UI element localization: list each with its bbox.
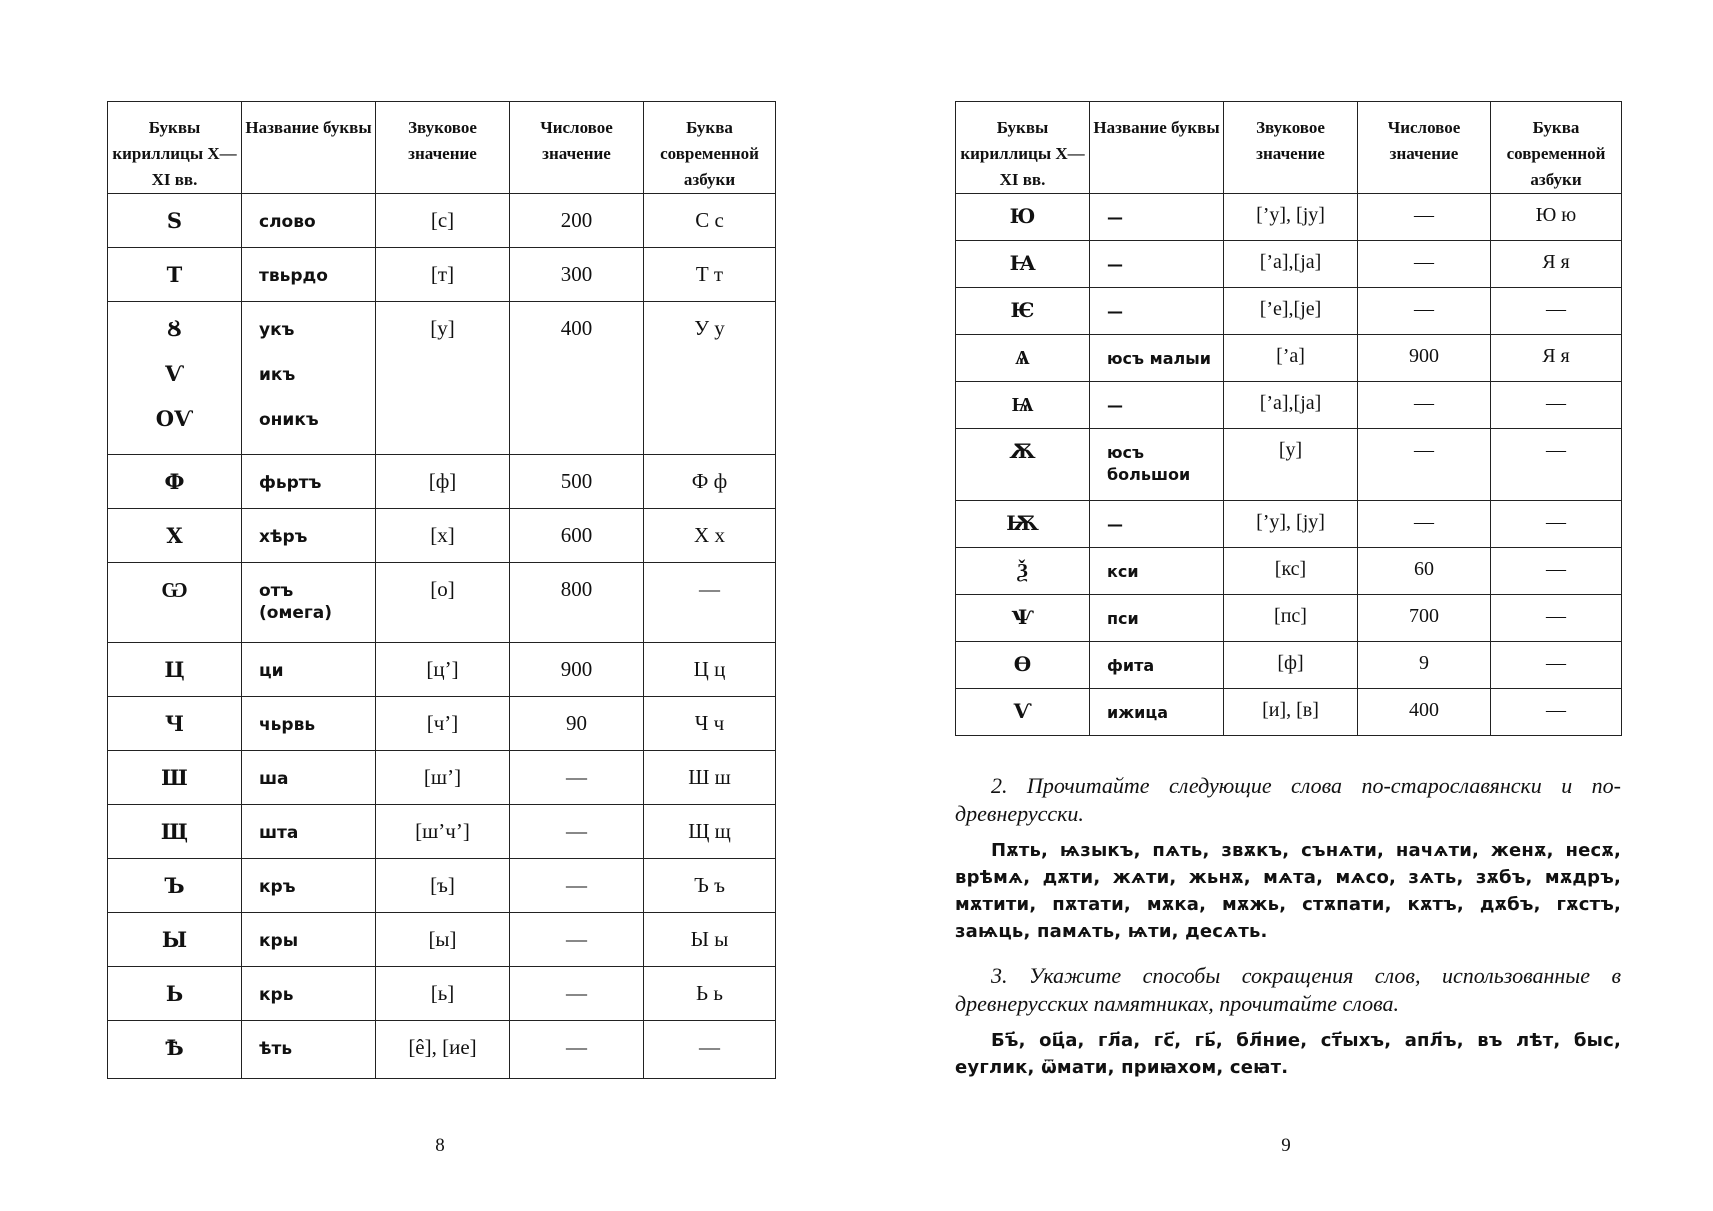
- number-cell: 500: [510, 455, 644, 509]
- table-row: [108, 805, 776, 859]
- glyph-cell: Ѥ: [956, 288, 1090, 335]
- name-cell: юсъ малыи: [1090, 335, 1224, 382]
- table-row: [108, 967, 776, 1021]
- sound-cell: [’а],[ја]: [1224, 382, 1358, 429]
- name-cell: —: [1090, 382, 1224, 429]
- header-modern-letter: Буква современной азбуки: [644, 102, 776, 194]
- modern-cell: Х х: [644, 509, 776, 563]
- name-cell: пси: [1090, 595, 1224, 642]
- header-numeric-value: Числовое значение: [510, 102, 644, 194]
- glyph-cell: Ѯ: [956, 548, 1090, 595]
- header-letter-name: Название буквы: [1090, 102, 1224, 194]
- glyph-cell: [108, 302, 242, 455]
- table-row: [108, 1021, 776, 1079]
- glyph-onik: ОѴ: [155, 406, 194, 431]
- number-cell: —: [510, 1021, 644, 1079]
- name-cell: ижица: [1090, 689, 1224, 736]
- modern-cell: Щ щ: [644, 805, 776, 859]
- glyph-izhitsa: Ѵ: [164, 361, 185, 386]
- glyph-cell: Ш: [108, 751, 242, 805]
- glyph-cell: Ѣ: [108, 1021, 242, 1079]
- page-number: 9: [1281, 1135, 1291, 1156]
- name-cell: [242, 563, 376, 643]
- name-ot: отъ: [259, 581, 294, 601]
- glyph-cell: Ы: [108, 913, 242, 967]
- modern-cell: С с: [644, 194, 776, 248]
- number-cell: 9: [1358, 642, 1491, 689]
- sound-cell: [ц’]: [376, 643, 510, 697]
- sound-cell: [’а],[ја]: [1224, 241, 1358, 288]
- number-cell: —: [510, 913, 644, 967]
- table-row: [956, 382, 1622, 429]
- number-cell: —: [1358, 194, 1491, 241]
- number-cell: —: [1358, 429, 1491, 501]
- modern-cell: —: [1491, 382, 1622, 429]
- modern-cell: Ш ш: [644, 751, 776, 805]
- name-uk: укъ: [259, 320, 295, 340]
- modern-cell: —: [1491, 689, 1622, 736]
- header-letter-name: Название буквы: [242, 102, 376, 194]
- glyph-cell: Ѡ: [108, 563, 242, 643]
- modern-cell: Ъ ъ: [644, 859, 776, 913]
- header-numeric-value: Числовое значение: [1358, 102, 1491, 194]
- sound-cell: [о]: [376, 563, 510, 643]
- name-cell: твьрдо: [242, 248, 376, 302]
- name-cell: ци: [242, 643, 376, 697]
- glyph-cell: Х: [108, 509, 242, 563]
- sound-cell: [ъ]: [376, 859, 510, 913]
- sound-cell: [ê], [ие]: [376, 1021, 510, 1079]
- modern-cell: —: [644, 1021, 776, 1079]
- modern-cell: Ю ю: [1491, 194, 1622, 241]
- table-row: [108, 643, 776, 697]
- glyph-cell: Ѳ: [956, 642, 1090, 689]
- name-ik: икъ: [259, 365, 296, 385]
- modern-cell: —: [1491, 642, 1622, 689]
- sound-cell: [ф]: [1224, 642, 1358, 689]
- modern-cell: Я я: [1491, 335, 1622, 382]
- table-header-row: [956, 102, 1622, 194]
- number-cell: 800: [510, 563, 644, 643]
- number-cell: 700: [1358, 595, 1491, 642]
- exercise-3-words: Бъ҃, оц҃а, гл҃а, гс҃, гь҃, бл҃ние, ст҃ыхъ, апл҃ъ, въ лѣт, быс, еуглик, ѿмати, приꙗхом, сеꙗт.: [955, 1030, 1621, 1078]
- name-cell: [1090, 429, 1224, 501]
- glyph-cell: Ѭ: [956, 501, 1090, 548]
- number-cell: 900: [510, 643, 644, 697]
- name-cell: кръ: [242, 859, 376, 913]
- name-cell: фита: [1090, 642, 1224, 689]
- modern-cell: —: [1491, 548, 1622, 595]
- sound-cell: [ш’]: [376, 751, 510, 805]
- table-row: [108, 859, 776, 913]
- modern-cell: Ц ц: [644, 643, 776, 697]
- exercise-3-task: 3. Укажите способы сокращения слов, использованные в древнерусских памятниках, прочитайте слова.: [955, 963, 1621, 1016]
- number-cell: 300: [510, 248, 644, 302]
- sound-cell: [пс]: [1224, 595, 1358, 642]
- name-cell: кры: [242, 913, 376, 967]
- glyph-cell: Щ: [108, 805, 242, 859]
- table-row: [108, 302, 776, 455]
- glyph-cell: Т: [108, 248, 242, 302]
- sound-cell: [ч’]: [376, 697, 510, 751]
- name-cell: фьртъ: [242, 455, 376, 509]
- number-cell: 60: [1358, 548, 1491, 595]
- name-yus: юсъ: [1107, 443, 1145, 462]
- number-cell: 600: [510, 509, 644, 563]
- number-cell: 900: [1358, 335, 1491, 382]
- table-row: [956, 194, 1622, 241]
- name-cell: —: [1090, 194, 1224, 241]
- number-cell: —: [510, 967, 644, 1021]
- name-cell: —: [1090, 241, 1224, 288]
- sound-cell: [ь]: [376, 967, 510, 1021]
- table-row: [956, 689, 1622, 736]
- glyph-cell: Ѵ: [956, 689, 1090, 736]
- modern-cell: —: [1491, 501, 1622, 548]
- modern-cell: —: [1491, 288, 1622, 335]
- table-row: [956, 642, 1622, 689]
- name-cell: чьрвь: [242, 697, 376, 751]
- table-row: [108, 697, 776, 751]
- glyph-cell: Ѩ: [956, 382, 1090, 429]
- table-row: [956, 595, 1622, 642]
- sound-cell: [’у], [ју]: [1224, 194, 1358, 241]
- number-cell: 400: [510, 302, 644, 455]
- modern-cell: —: [1491, 429, 1622, 501]
- name-cell: слово: [242, 194, 376, 248]
- table-row: [108, 913, 776, 967]
- alphabet-table-right: [955, 101, 1622, 736]
- page-number: 8: [435, 1135, 445, 1156]
- modern-cell: —: [644, 563, 776, 643]
- sound-cell: [’е],[је]: [1224, 288, 1358, 335]
- glyph-cell: Ф: [108, 455, 242, 509]
- glyph-cell: Ь: [108, 967, 242, 1021]
- sound-cell: [т]: [376, 248, 510, 302]
- sound-cell: [и], [в]: [1224, 689, 1358, 736]
- header-modern-letter: Буква современной азбуки: [1491, 102, 1622, 194]
- number-cell: —: [1358, 501, 1491, 548]
- name-cell: ѣть: [242, 1021, 376, 1079]
- header-cyrillic-letters: Буквы кириллицы X—XI вв.: [108, 102, 242, 194]
- modern-cell: Т т: [644, 248, 776, 302]
- number-cell: —: [510, 751, 644, 805]
- sound-cell: [у]: [1224, 429, 1358, 501]
- number-cell: —: [1358, 382, 1491, 429]
- glyph-cell: Ꙗ: [956, 241, 1090, 288]
- sound-cell: [кс]: [1224, 548, 1358, 595]
- table-row: [956, 241, 1622, 288]
- sound-cell: [ы]: [376, 913, 510, 967]
- table-row: [108, 751, 776, 805]
- modern-cell: —: [1491, 595, 1622, 642]
- number-cell: —: [510, 859, 644, 913]
- table-row: [108, 455, 776, 509]
- number-cell: —: [510, 805, 644, 859]
- table-header-row: [108, 102, 776, 194]
- exercise-2: [955, 772, 1621, 945]
- name-cell: [242, 302, 376, 455]
- modern-cell: Ы ы: [644, 913, 776, 967]
- modern-cell: Ь ь: [644, 967, 776, 1021]
- number-cell: —: [1358, 288, 1491, 335]
- sound-cell: [ш’ч’]: [376, 805, 510, 859]
- name-cell: хѣръ: [242, 509, 376, 563]
- name-cell: крь: [242, 967, 376, 1021]
- name-cell: кси: [1090, 548, 1224, 595]
- number-cell: —: [1358, 241, 1491, 288]
- exercise-2-words: Пѫть, ѩзыкъ, пѧть, звѫкъ, сънѧти, начѧти, женѫ, несѫ, врѣмѧ, дѫти, жѧти, жьнѫ, мѧта, мѧсо, зѧть, зѫбъ, мѫдръ, мѫтити, пѫтати, мѫка, мѫжь, стѫпати, кѫтъ, дѫбъ, гѫстъ, заѩць, памѧть, ѩти, десѧть.: [955, 840, 1621, 942]
- table-row: [108, 248, 776, 302]
- modern-cell: У у: [644, 302, 776, 455]
- table-row: [956, 288, 1622, 335]
- name-bolshoi: большои: [1107, 465, 1191, 484]
- table-row: [956, 548, 1622, 595]
- name-omega: (омега): [259, 603, 332, 623]
- number-cell: 90: [510, 697, 644, 751]
- header-sound-value: Звуковое значение: [1224, 102, 1358, 194]
- glyph-cell: Ц: [108, 643, 242, 697]
- name-cell: —: [1090, 288, 1224, 335]
- exercise-3: [955, 962, 1621, 1081]
- sound-cell: [ф]: [376, 455, 510, 509]
- modern-cell: Ф ф: [644, 455, 776, 509]
- table-row: [956, 501, 1622, 548]
- sound-cell: [’у], [ју]: [1224, 501, 1358, 548]
- sound-cell: [с]: [376, 194, 510, 248]
- table-row: [956, 335, 1622, 382]
- glyph-cell: Ч: [108, 697, 242, 751]
- modern-cell: Ч ч: [644, 697, 776, 751]
- glyph-cell: Ю: [956, 194, 1090, 241]
- name-cell: —: [1090, 501, 1224, 548]
- left-page: [0, 0, 856, 1211]
- modern-cell: Я я: [1491, 241, 1622, 288]
- number-cell: 200: [510, 194, 644, 248]
- table-row: [108, 194, 776, 248]
- glyph-cell: Ѕ: [108, 194, 242, 248]
- number-cell: 400: [1358, 689, 1491, 736]
- glyph-cell: Ѧ: [956, 335, 1090, 382]
- table-row: [956, 429, 1622, 501]
- table-row: [108, 563, 776, 643]
- sound-cell: [у]: [376, 302, 510, 455]
- table-row: [108, 509, 776, 563]
- name-cell: ша: [242, 751, 376, 805]
- glyph-cell: Ѫ: [956, 429, 1090, 501]
- alphabet-table-left: [107, 101, 776, 1079]
- name-cell: шта: [242, 805, 376, 859]
- glyph-cell: Ѱ: [956, 595, 1090, 642]
- sound-cell: [х]: [376, 509, 510, 563]
- glyph-cell: Ъ: [108, 859, 242, 913]
- exercise-2-task: 2. Прочитайте следующие слова по-старославянски и по-древнерусски.: [955, 773, 1621, 826]
- glyph-uk: Ȣ: [167, 316, 182, 341]
- name-onik: оникъ: [259, 410, 319, 430]
- header-sound-value: Звуковое значение: [376, 102, 510, 194]
- sound-cell: [’а]: [1224, 335, 1358, 382]
- right-page: [856, 0, 1713, 1211]
- header-cyrillic-letters: Буквы кириллицы X—XI вв.: [956, 102, 1090, 194]
